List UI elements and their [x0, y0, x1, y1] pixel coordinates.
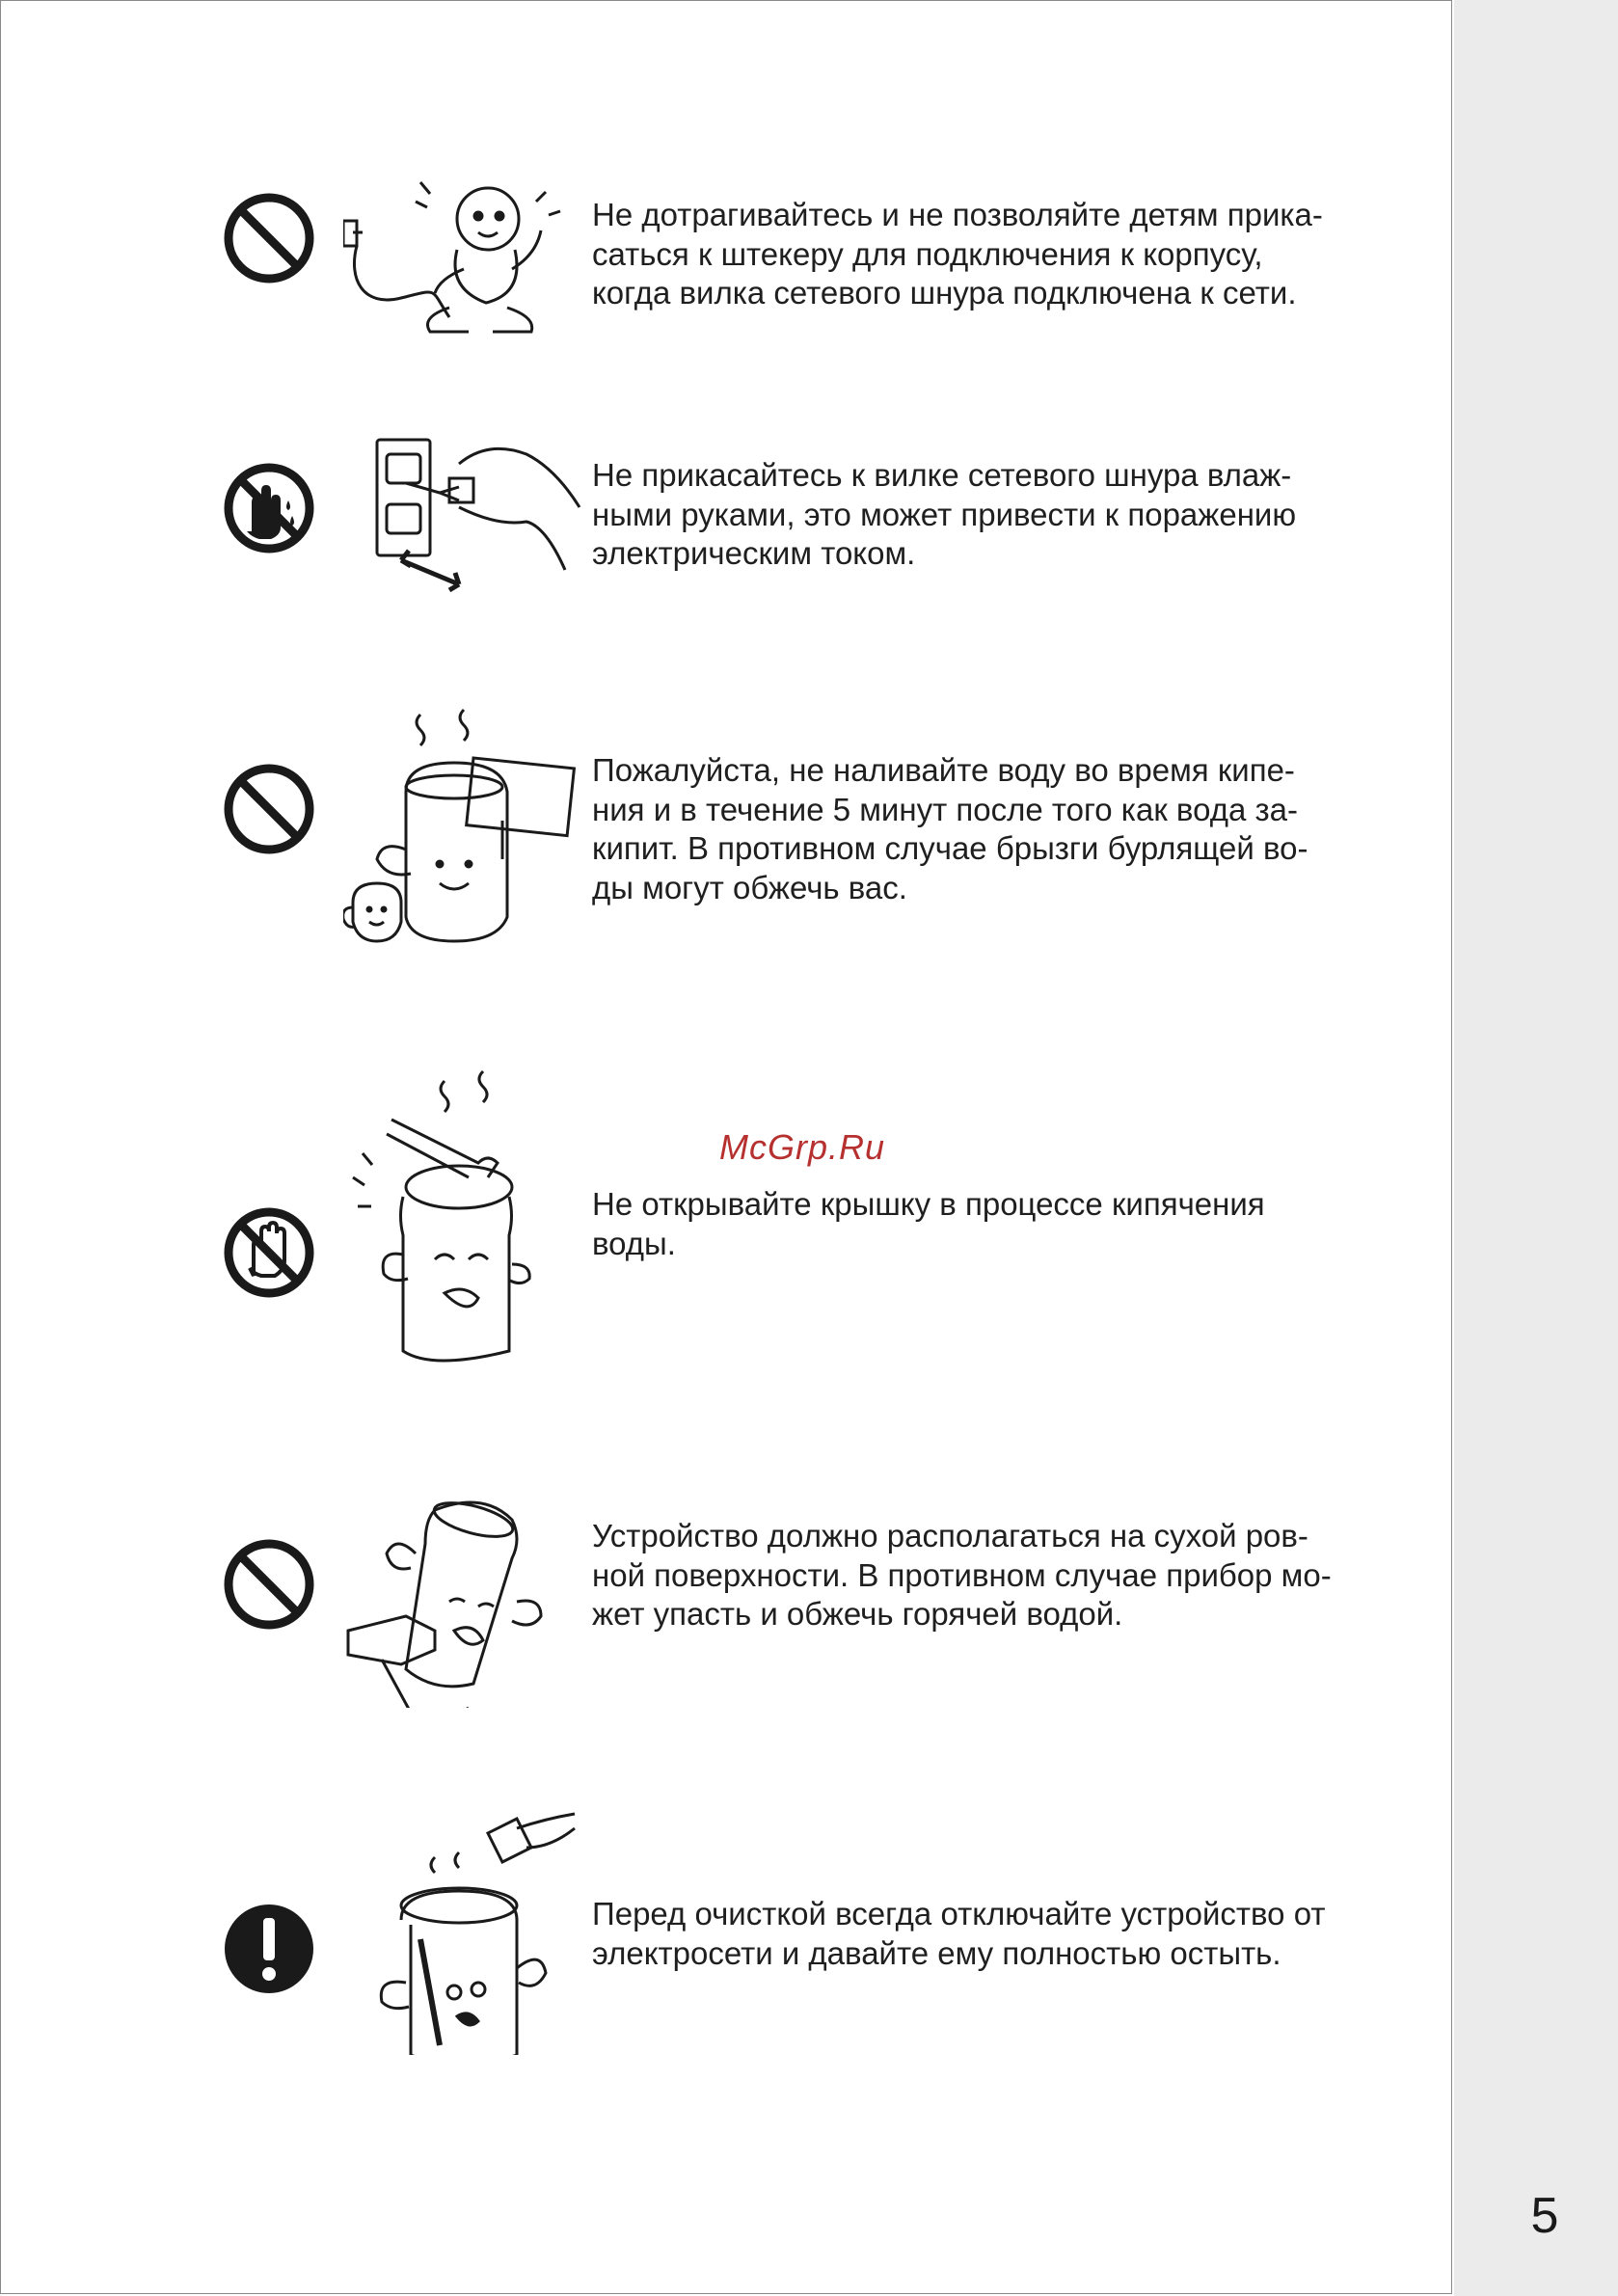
prohibition-icon — [223, 763, 315, 855]
no-touch-hand-icon — [223, 1206, 315, 1299]
kettle-tipping-illustration — [343, 1486, 584, 1708]
prohibition-icon — [223, 192, 315, 284]
no-wet-hands-icon — [223, 462, 315, 554]
hand-unplugging-illustration — [343, 435, 584, 628]
instruction-text: Не прикасайтесь к вилке сетевого шнура влаж- ными руками, это может привести к поражению электрическим током. — [592, 457, 1297, 571]
watermark: McGrp.Ru — [719, 1127, 886, 1167]
kettle-with-sign-illustration — [343, 705, 584, 956]
instruction-text: Пожалуйста, не наливайте воду во время кипе- ния и в течение 5 минут после того как вода за- кипит. В противном случае брызги бурлящей во- ды могут обжечь вас. — [592, 752, 1308, 905]
instruction-text: Не дотрагивайтесь и не позволяйте детям прика- саться к штекеру для подключения к корпусу, когда вилка сетевого шнура подключена к сети. — [592, 197, 1323, 311]
exclamation-icon — [223, 1903, 315, 1995]
page-margin-strip — [1454, 0, 1618, 2296]
instruction-text: Не открывайте крышку в процессе кипячения воды. — [592, 1186, 1265, 1261]
instruction-text: Перед очисткой всегда отключайте устройство от электросети и давайте ему полностью остыть. — [592, 1896, 1326, 1971]
child-touching-plug-illustration — [343, 173, 584, 365]
unplug-before-cleaning-illustration — [343, 1804, 584, 2055]
instruction-text: Устройство должно располагаться на сухой ров- ной поверхности. В противном случае прибор мо- жет упасть и обжечь горячей водой. — [592, 1518, 1332, 1632]
prohibition-icon — [223, 1538, 315, 1631]
page-number: 5 — [1530, 2188, 1559, 2244]
opening-lid-illustration — [343, 1062, 584, 1380]
